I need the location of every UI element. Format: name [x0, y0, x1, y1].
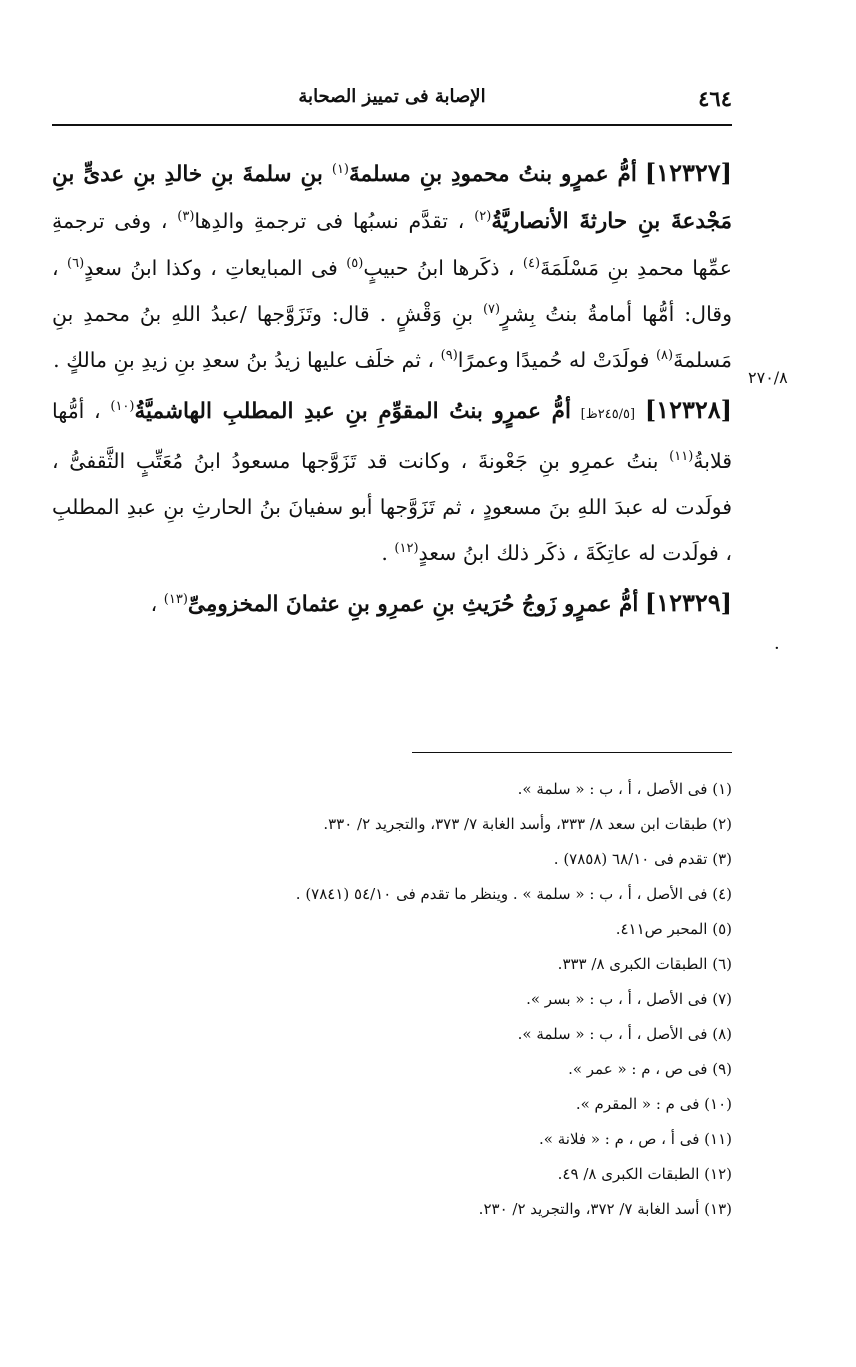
footnote-ref: (٥)	[346, 256, 364, 272]
footnote-ref: (٤)	[522, 256, 541, 272]
entry-number: [١٢٣٢٩]	[644, 588, 732, 617]
entry-12329	[52, 580, 732, 628]
entry-text: .	[381, 541, 395, 565]
entry-text: ، وقال: أمُّها أمامةُ بنتُ بِشرٍ	[52, 256, 733, 326]
footnote: (٥) المحبر ص٤١١.	[615, 920, 732, 938]
entry-text: بنِ وَقْشٍ . قال: وتَزَوَّجها /عبدُ اللهِ بنُ محمدِ بنِ مَسلمةَ	[52, 302, 732, 372]
entry-text: ، تقدَّم نسبُها فى ترجمةِ والدِها	[194, 209, 475, 233]
footnote: (٨) فى الأصل ، أ ، ب : « سلمة ».	[517, 1025, 732, 1043]
entry-12327	[52, 150, 732, 383]
entry-12328	[52, 387, 732, 576]
footnote-ref: (٦)	[67, 256, 85, 272]
footnote: (٤) فى الأصل ، أ ، ب : « سلمة » . وينظر ما تقدم فى ٥٤/١٠ (٧٨٤١) .	[295, 885, 732, 903]
entry-body	[52, 162, 732, 372]
entry-name: أمُّ عمرٍو زَوجُ حُرَيثِ بنِ عمرِو بنِ عثمانَ المخزومِىِّ	[187, 592, 639, 617]
entry-body	[52, 399, 732, 565]
header-title: الإصابة فى تمييز الصحابة	[298, 86, 486, 107]
footnote-ref: (٣)	[177, 209, 195, 225]
footnote-ref: (١)	[331, 162, 349, 178]
entry-name: أمُّ عمرٍو بنتُ محمودِ بنِ مسلمةَ	[349, 162, 637, 187]
footnote: (٩) فى ص ، م : « عمر ».	[568, 1060, 732, 1078]
footnote: (١٣) أسد الغابة ٧/ ٣٧٢، والتجريد ٢/ ٢٣٠.	[478, 1200, 732, 1218]
footnote: (١٠) فى م : « المقرم ».	[575, 1095, 732, 1113]
footnote: (١١) فى أ ، ص ، م : « فلانة ».	[539, 1130, 732, 1148]
footnote-ref: (٩)	[440, 348, 458, 364]
footnote-ref: (٧)	[482, 302, 501, 318]
margin-dot: ·	[774, 638, 780, 659]
entry-text: ، ثم خلَف عليها زيدُ بنُ سعدِ بنِ زيدِ بنِ مالكٍ .	[53, 348, 441, 372]
margin-volume-ref: ٢٧٠/٨	[748, 368, 788, 387]
footnote: (٣) تقدم فى ٦٨/١٠ (٧٨٥٨) .	[553, 850, 732, 868]
volume-ref: [٢٤٥/٥ظ]	[580, 407, 636, 422]
footnote-ref: (٢)	[474, 209, 492, 225]
entry-text: ، أمُّها قلابةُ	[52, 399, 732, 473]
entry-text: ، وفى ترجمةِ عمِّها محمدِ بنِ مَسْلَمَةَ	[52, 209, 732, 280]
footnote-ref: (١٣)	[163, 592, 188, 608]
footnote: (٦) الطبقات الكبرى ٨/ ٣٣٣.	[557, 955, 732, 973]
footnote-ref: (١٠)	[110, 399, 135, 415]
entry-number: [١٢٣٢٧]	[644, 158, 732, 187]
entry-body	[151, 592, 639, 616]
footnote-rule	[412, 752, 732, 753]
footnote-ref: (١٢)	[394, 541, 419, 557]
entry-name: أمُّ عمرٍو بنتُ المقوِّمِ بنِ عبدِ المطلبِ الهاشميَّةُ	[134, 399, 571, 424]
page-number: ٤٦٤	[698, 86, 732, 111]
entry-text: فولَدَتْ له حُميدًا وعمرًا	[457, 348, 656, 372]
footnote-ref: (٨)	[655, 348, 674, 364]
entry-number: [١٢٣٢٨]	[644, 395, 732, 424]
footnotes	[52, 772, 732, 1227]
footnote: (١٢) الطبقات الكبرى ٨/ ٤٩.	[557, 1165, 732, 1183]
entry-name: بنِ سلمةَ بنِ خالدِ بنِ عدىٍّ بنِ مَجْدعةَ بنِ حارثةَ الأنصاريَّةُ	[52, 162, 732, 234]
footnote: (٧) فى الأصل ، أ ، ب : « بسر ».	[526, 990, 732, 1008]
footnote-ref: (١١)	[669, 449, 694, 465]
entry-text: ،	[150, 592, 164, 616]
entry-text: بنتُ عمرِو بنِ جَعْونةَ ، وكانت قد تَزَوَّجها مسعودُ ابنُ مُعَتِّبٍ الثَّقفىُّ ، فولَدت له عبدَ اللهِ بنَ مسعودٍ ، ثم تَزَوَّجها أبو سفيانَ بنُ الحارثِ بنِ عبدِ المطلبِ ، فولَدت له عاتِكَةَ ، ذكَر ذلك ابنُ سعدٍ	[52, 449, 732, 565]
footnote: (١) فى الأصل ، أ ، ب : « سلمة ».	[517, 780, 732, 798]
footnote: (٢) طبقات ابن سعد ٨/ ٣٣٣، وأسد الغابة ٧/ ٣٧٣، والتجريد ٢/ ٣٣٠.	[323, 815, 732, 833]
entry-text: ، ذكَرها ابنُ حبيبٍ	[363, 256, 523, 280]
running-header	[52, 72, 732, 118]
main-text	[52, 150, 732, 628]
header-rule	[52, 124, 732, 126]
entry-text: فى المبايعاتِ ، وكذا ابنُ سعدٍ	[84, 256, 347, 280]
